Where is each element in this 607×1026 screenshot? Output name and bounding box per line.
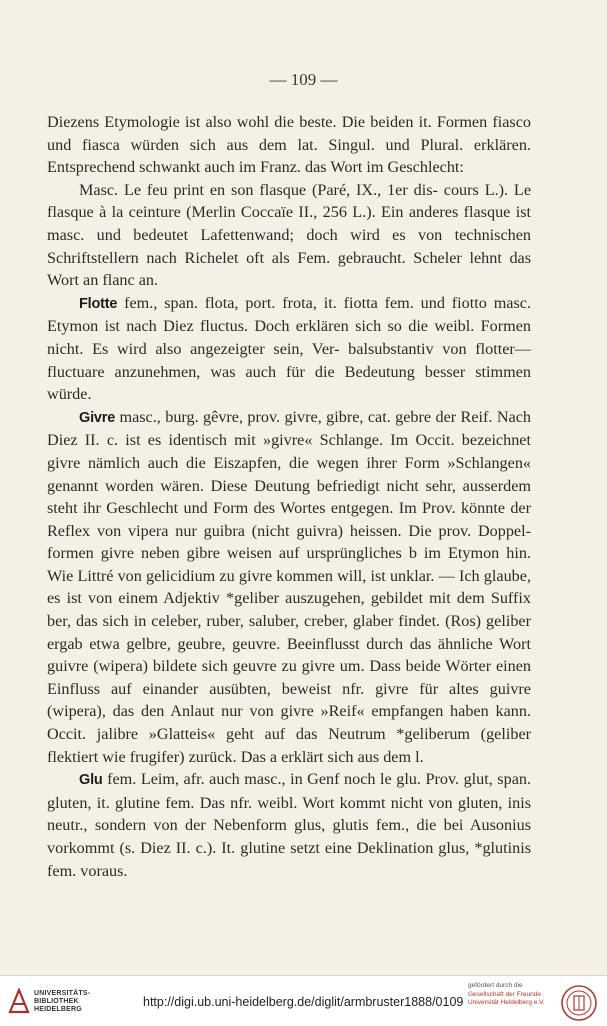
text-line: ähnliche Wort guivre (wipera) bildete sich geuvre zu givre: [47, 634, 531, 676]
entry-glu: [47, 768, 531, 882]
text-line: Diezens Etymologie ist also wohl die beste. Die beiden it.: [47, 113, 432, 131]
headword-glu: Glu: [79, 772, 103, 789]
text-line: Etymon hin. Wie Littré von gelicidium zu givre kommen: [47, 544, 531, 585]
text-line: Formen fiasco und fiasca würden sich aus dem lat. Singul.: [47, 113, 532, 154]
text-line: das Wort im Geschlecht:: [305, 158, 464, 177]
entry-givre: [47, 406, 531, 769]
text-line: Deutung befriedigt nicht sehr, ausserdem steht ihr Geschlecht: [47, 476, 532, 518]
text-line: Im Occit. bezeichnet givre nämlich auch die Eiszapfen, die: [47, 431, 531, 472]
paragraph-flasque: [47, 179, 531, 292]
text-line: will, ist unklar. — Ich glaube, es ist von einem Adjektiv: [47, 566, 531, 608]
text-line: Reif. Nach Diez II. c. ist es identisch mit »givre« Schlange.: [47, 407, 532, 450]
footer-bar: [0, 975, 607, 1026]
text-line: *geliber auszugehen, gebildet mit dem Suffix ber, das sich: [47, 589, 531, 631]
text-line: Masc. Le feu print en son flasque (Paré, IX., 1er dis-: [79, 180, 438, 199]
text-line: cours L.). Le flasque à la ceinture (Merlin Coccaïe II., 256: [47, 180, 531, 222]
text-line: in celeber, ruber, saluber, creber, glaber findet. (Ros) geliber: [133, 612, 531, 631]
text-line: die weibl. Formen nicht. Es wird also angezeigter sein, Ver-: [47, 317, 532, 358]
text-line: masc., burg. gêvre, prov. givre, gibre, cat. gebre der: [119, 407, 457, 426]
text-line: L.). Ein anderes flasque ist masc. und bedeutet Lafettenwand;: [47, 203, 531, 244]
text-line: fem., span. flota, port. frota, it. fiotta fem. und fiotto: [124, 293, 487, 312]
text-line: wie frugifer) zurück. Das a erklärt sich aus dem l.: [102, 747, 424, 766]
headword-givre: Givre: [79, 409, 116, 426]
text-line: balsubstantiv von flotter—fluctuare anzunehmen, was auch für: [47, 339, 532, 381]
text-line: fem. Leim, afr. auch masc., in Genf noch le glu. Prov.: [107, 770, 460, 789]
university-seal-icon[interactable]: [560, 984, 598, 1022]
text-line: beweist nfr. givre für altes guivre (wipera), das den Anlaut: [47, 679, 531, 721]
text-line: nur von givre »Reif« empfangen haben kann. Occit. jalibre: [47, 702, 531, 744]
body-text: [47, 111, 531, 882]
text-line: »Glatteis« geht auf das Neutrum *geliberum (geliber flektiert: [47, 725, 532, 766]
text-line: und Plural. erklären. Entsprechend schwankt auch im Franz.: [47, 135, 532, 177]
library-name: UNIVERSITÄTS- BIBLIOTHEK HEIDELBERG: [34, 990, 91, 1013]
text-line: glutine setzt eine Deklination glus, *glutinis fem. voraus.: [47, 839, 532, 880]
permalink-url[interactable]: http://digi.ub.uni-heidelberg.de/diglit/armbruster1888/0109: [143, 995, 464, 1009]
text-line: wegen ihrer Form »Schlangen« genannt worden wären. Diese: [47, 453, 532, 495]
text-line: nicht von gluten, inis neutr., sondern von der Nebenform glus,: [47, 793, 531, 835]
text-line: um. Dass beide Wörter einen Einfluss auf einander ausübten,: [47, 657, 532, 698]
entry-flotte: [47, 292, 531, 406]
text-line: doch wird es von technischen Schriftstellern nach Richelet oft: [47, 225, 532, 267]
text-line: glutis fem., die bei Ausonius vorkommt (s. Diez II. c.). It.: [47, 816, 532, 857]
text-line: masc. Etymon ist nach Diez fluctus. Doch erklären sich so: [47, 293, 532, 336]
text-line: die Bedeutung besser stimmen würde.: [47, 362, 531, 404]
text-line: glut, span. gluten, it. glutine fem. Das nfr. weibl. Wort kommt: [47, 770, 532, 812]
text-line: und Form des Wortes entgegen. Im Prov. könnte der Reflex: [47, 499, 532, 540]
university-library-logo-icon[interactable]: [8, 988, 30, 1014]
headword-flotte: Flotte: [79, 295, 118, 312]
page-number: — 109 —: [269, 70, 338, 89]
sponsor-note: gefördert durch die Gesellschaft der Freunde Universität Heidelberg e.V.: [468, 982, 545, 1006]
text-line: von vipera nur guibra (nicht guivra) heissen. Die prov. Doppel-: [96, 521, 531, 540]
text-line: ergab etwa gelbre, geubre, geuvre. Beeinflusst durch das: [47, 634, 432, 653]
text-line: als Fem. gebraucht. Scheler lehnt das Wort an flanc an.: [47, 248, 532, 290]
paragraph-fiasco: [47, 111, 531, 179]
text-line: formen givre neben gibre weisen auf ursprüngliches b im: [47, 544, 441, 563]
